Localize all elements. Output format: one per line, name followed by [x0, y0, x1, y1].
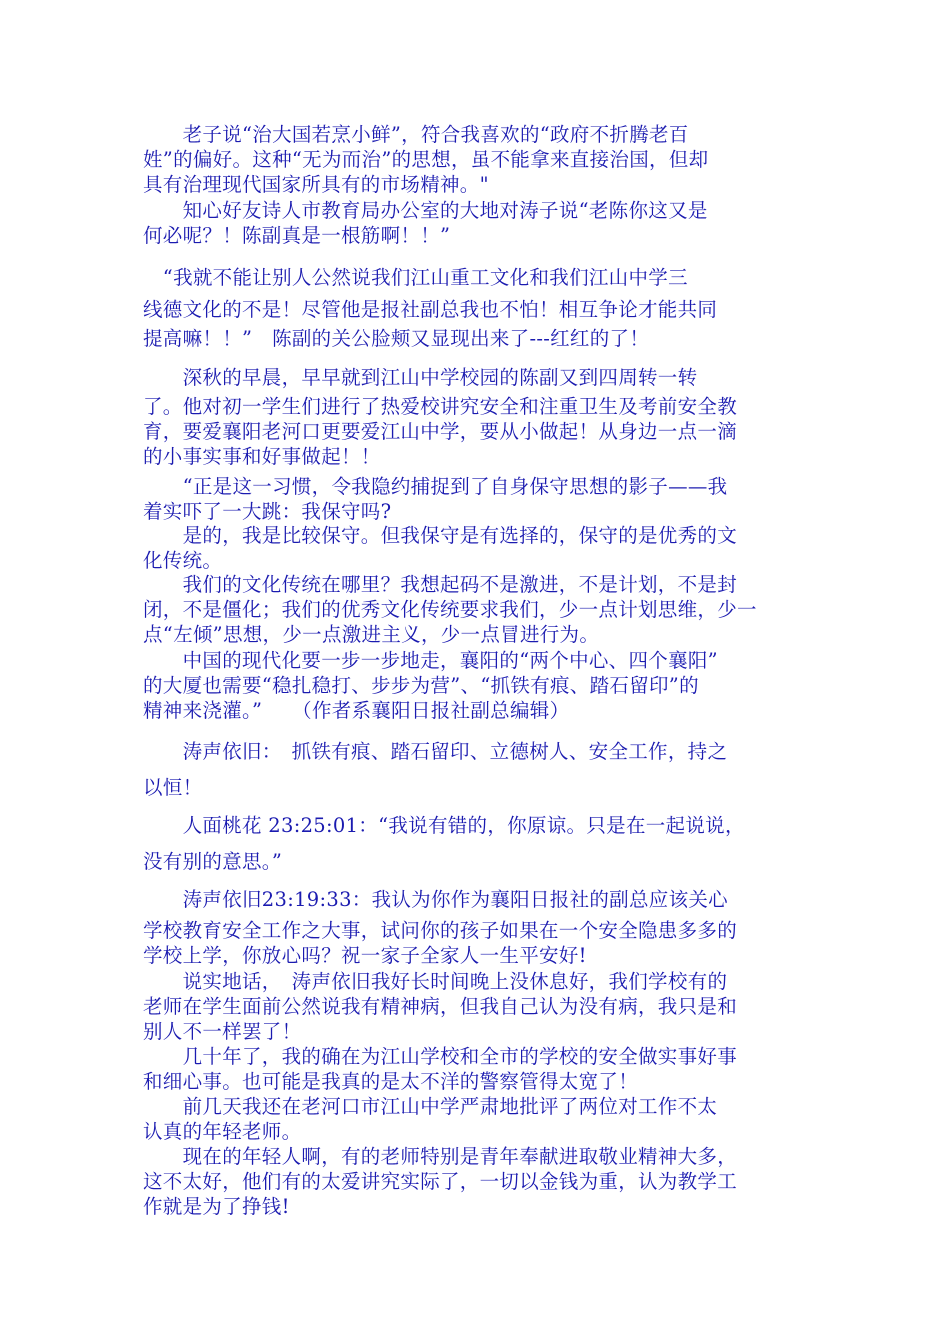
paragraph-7 — [143, 572, 813, 647]
text-line: 和细心事。也可能是我真的是太不洋的警察管得太宽了！ — [143, 1070, 639, 1093]
text-line: 前几天我还在老河口市江山中学严肃地批评了两位对工作不太 — [143, 1095, 718, 1118]
paragraph-13 — [143, 1044, 813, 1094]
paragraph-1 — [143, 122, 813, 197]
text-line: 学校上学，你放心吗？祝一家子全家人一生平安好! — [143, 944, 587, 967]
paragraph-14 — [143, 1094, 813, 1144]
paragraph-5 — [143, 474, 813, 524]
text-line: 何必呢？！陈副真是一根筋啊！！” — [143, 224, 451, 247]
text-line: 作就是为了挣钱! — [143, 1195, 290, 1218]
text-line: 以恒！ — [143, 776, 203, 799]
paragraph-4 — [143, 362, 813, 469]
paragraph-10 — [143, 808, 813, 880]
text-line: 点“左倾”思想，少一点激进主义，少一点冒进行为。 — [143, 623, 600, 646]
text-line: 具有治理现代国家所具有的市场精神。" — [143, 173, 489, 196]
text-line: “正是这一习惯，令我隐约捕捉到了自身保守思想的影子——我 — [143, 475, 728, 498]
text-line: 老子说“治大国若烹小鲜”，符合我喜欢的“政府不折腾老百 — [143, 123, 689, 146]
paragraph-2 — [143, 198, 813, 248]
text-line: 人面桃花 23:25:01：“我说有错的，你原谅。只是在一起说说， — [143, 814, 745, 837]
text-line: 深秋的早晨，早早就到江山中学校园的陈副又到四周转一转 — [143, 366, 698, 389]
text-line: 提高嘛！！” 陈副的关公脸颊又显现出来了---红红的了！ — [143, 327, 650, 350]
text-line: 线德文化的不是！尽管他是报社副总我也不怕！相互争论才能共同 — [143, 298, 718, 321]
paragraph-15 — [143, 1144, 813, 1219]
text-line: 学校教育安全工作之大事，试问你的孩子如果在一个安全隐患多多的 — [143, 919, 738, 942]
paragraph-12 — [143, 969, 813, 1044]
text-line: 涛声依旧23:19:33：我认为你作为襄阳日报社的副总应该关心 — [143, 888, 728, 911]
paragraph-11 — [143, 882, 813, 968]
text-line: 育，要爱襄阳老河口更要爱江山中学，要从小做起！从身边一点一滴 — [143, 420, 738, 443]
text-line: 知心好友诗人市教育局办公室的大地对涛子说“老陈你这又是 — [143, 199, 708, 222]
text-line: 老师在学生面前公然说我有精神病，但我自己认为没有病，我只是和 — [143, 995, 738, 1018]
text-line: 是的，我是比较保守。但我保守是有选择的，保守的是优秀的文 — [143, 524, 738, 547]
text-line: 中国的现代化要一步一步地走，襄阳的“两个中心、四个襄阳” — [143, 649, 718, 672]
text-line: 没有别的意思。” — [143, 850, 283, 873]
text-line: 我们的文化传统在哪里？我想起码不是激进，不是计划，不是封 — [143, 573, 738, 596]
text-line: 的大厦也需要“稳扎稳打、步步为营”、“抓铁有痕、踏石留印”的 — [143, 674, 699, 697]
paragraph-3 — [143, 262, 813, 351]
text-line: 的小事实事和好事做起！！ — [143, 445, 381, 468]
text-line: 别人不一样罢了！ — [143, 1020, 302, 1043]
text-line: 几十年了，我的确在为江山学校和全市的学校的安全做实事好事 — [143, 1045, 738, 1068]
text-line: 涛声依旧： 抓铁有痕、踏石留印、立德树人、安全工作，持之 — [143, 740, 728, 763]
text-line: 闭，不是僵化；我们的优秀文化传统要求我们，少一点计划思维，少一 — [143, 598, 757, 621]
text-line: 现在的年轻人啊，有的老师特别是青年奉献进取敬业精神大多， — [143, 1145, 738, 1168]
paragraph-6 — [143, 523, 813, 573]
paragraph-8 — [143, 648, 813, 723]
text-line: 这不太好，他们有的太爱讲究实际了，一切以金钱为重，认为教学工 — [143, 1170, 738, 1193]
text-line: “我就不能让别人公然说我们江山重工文化和我们江山中学三 — [143, 266, 688, 289]
text-line: 姓”的偏好。这种“无为而治”的思想，虽不能拿来直接治国，但却 — [143, 148, 709, 171]
text-line: 说实地话， 涛声依旧我好长时间晚上没休息好，我们学校有的 — [143, 970, 728, 993]
paragraph-9 — [143, 734, 813, 806]
text-line: 了。他对初一学生们进行了热爱校讲究安全和注重卫生及考前安全教 — [143, 395, 738, 418]
text-line: 精神来浇灌。” （作者系襄阳日报社副总编辑） — [143, 699, 570, 722]
text-line: 认真的年轻老师。 — [143, 1120, 302, 1143]
text-line: 着实吓了一大跳：我保守吗? — [143, 500, 392, 523]
text-line: 化传统。 — [143, 549, 223, 572]
